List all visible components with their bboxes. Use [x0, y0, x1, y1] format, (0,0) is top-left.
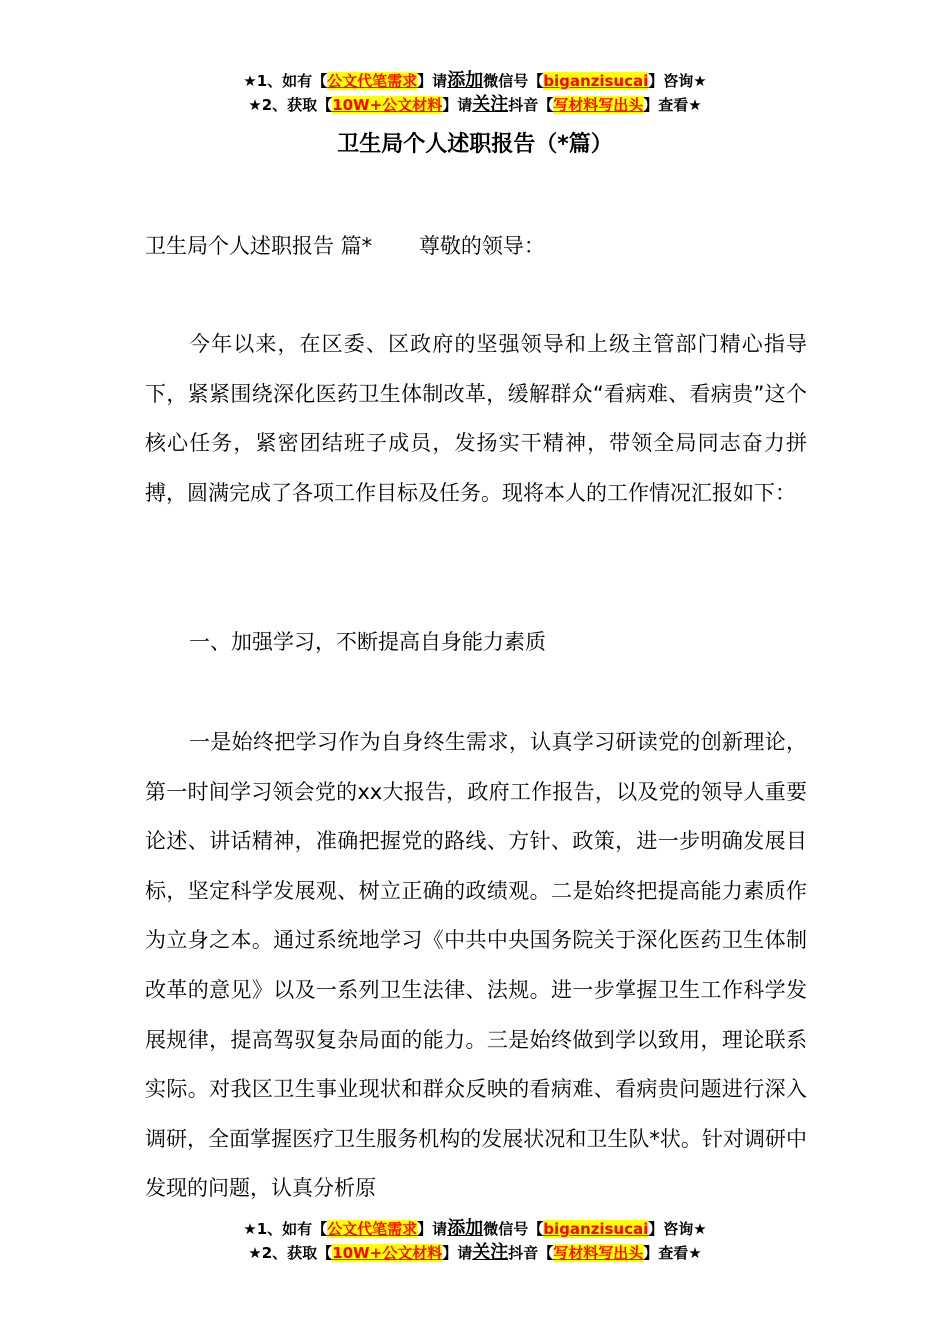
promo-wechat-id: biganzisucai: [543, 1220, 649, 1238]
promo-line-1: [0, 1217, 950, 1241]
promo-text: 】请: [442, 1244, 473, 1262]
promo-text: 抖音【: [508, 96, 554, 114]
promo-text: 抖音【: [508, 1244, 554, 1262]
promo-text: 】查看★: [643, 96, 702, 114]
promo-line-2: [0, 1241, 950, 1265]
paragraph-intro: 今年以来，在区委、区政府的坚强领导和上级主管部门精心指导下，紧紧围绕深化医药卫生体制改革，缓解群众“看病难、看病贵”这个核心任务，紧密团结班子成员，发扬实干精神，带领全局同志奋力拼搏，圆满完成了各项工作目标及任务。现将本人的工作情况汇报如下：: [145, 332, 807, 505]
promo-text: 】查看★: [643, 1244, 702, 1262]
promo-highlight: 公文代笔需求: [327, 72, 418, 90]
promo-text: 】咨询★: [648, 72, 707, 90]
document-lead-line: [145, 222, 807, 272]
document-title: 卫生局个人述职报告（*篇）: [337, 132, 613, 157]
promo-text: 微信号【: [483, 72, 544, 90]
promo-douyin-id: 写材料写出头: [553, 1244, 644, 1262]
promo-emphasis: 添加: [447, 1218, 484, 1239]
promo-text: ★2、获取【: [248, 1244, 333, 1262]
promo-text: 】请: [417, 72, 448, 90]
lead-title: 卫生局个人述职报告 篇*: [145, 234, 373, 258]
promo-text: ★2、获取【: [248, 96, 333, 114]
promo-text: ★1、如有【: [243, 72, 328, 90]
promo-emphasis: 添加: [447, 70, 484, 91]
promo-wechat-id: biganzisucai: [543, 72, 649, 90]
promo-text: 微信号【: [483, 1220, 544, 1238]
promo-line-1: [0, 69, 950, 93]
promo-text: 】请: [417, 1220, 448, 1238]
promo-douyin-id: 写材料写出头: [553, 96, 644, 114]
section-heading-1: 一、加强学习，不断提高自身能力素质: [189, 630, 546, 654]
promo-emphasis: 关注: [472, 94, 509, 115]
footer-promo-banner: [0, 1217, 950, 1265]
promo-text: 】请: [442, 96, 473, 114]
promo-text: ★1、如有【: [243, 1220, 328, 1238]
promo-emphasis: 关注: [472, 1242, 509, 1263]
promo-text: 】咨询★: [648, 1220, 707, 1238]
promo-highlight: 10W+公文材料: [332, 96, 443, 114]
promo-line-2: [0, 93, 950, 117]
header-promo-banner: [0, 69, 950, 117]
salutation: 尊敬的领导：: [418, 234, 545, 258]
paragraph-study: 一是始终把学习作为自身终生需求，认真学习研读党的创新理论，第一时间学习领会党的xx大报告，政府工作报告，以及党的领导人重要论述、讲话精神，准确把握党的路线、方针、政策，进一步明确发展目标，坚定科学发展观、树立正确的政绩观。二是始终把提高能力素质作为立身之本。通过系统地学习《中共中央国务院关于深化医药卫生体制改革的意见》以及一系列卫生法律、法规。进一步掌握卫生工作科学发展规律，提高驾驭复杂局面的能力。三是始终做到学以致用，理论联系实际。对我区卫生事业现状和群众反映的看病难、看病贵问题进行深入调研，全面掌握医疗卫生服务机构的发展状况和卫生队*状。针对调研中发现的问题，认真分析原: [145, 730, 807, 1201]
promo-highlight: 公文代笔需求: [327, 1220, 418, 1238]
promo-highlight: 10W+公文材料: [332, 1244, 443, 1262]
